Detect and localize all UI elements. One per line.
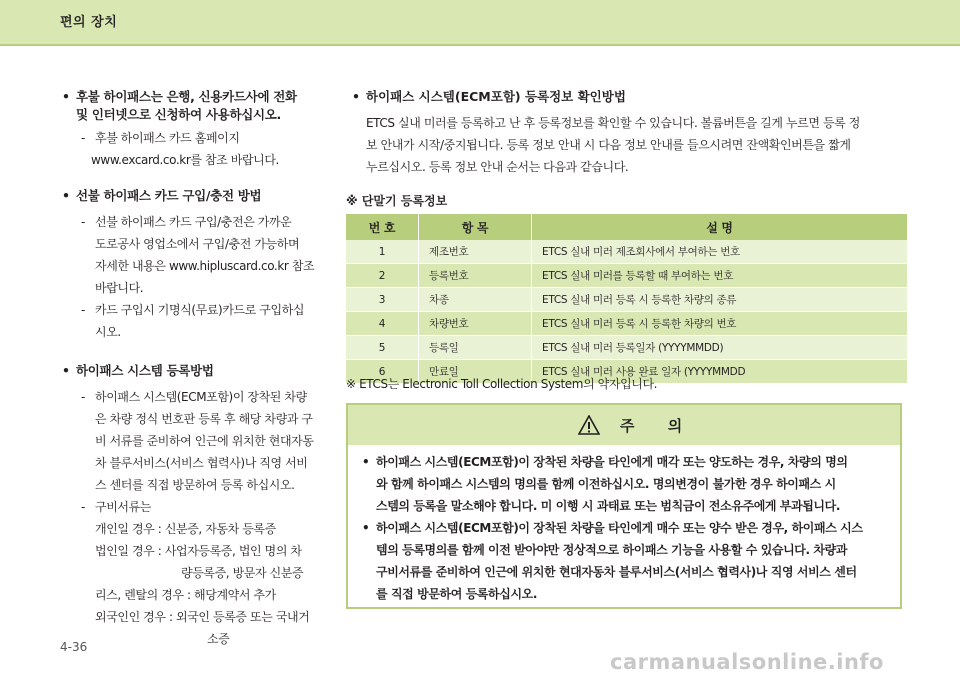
- table-row: [346, 336, 908, 360]
- table-row: [346, 312, 908, 336]
- bullet-postpaid: [62, 88, 330, 124]
- col-header-number: 번 호: [346, 214, 419, 240]
- dash-line: - 구비서류는: [95, 500, 151, 514]
- col-header-description: 설 명: [532, 214, 908, 240]
- header-bar: [0, 0, 960, 46]
- dash-line: 바랍니다.: [95, 281, 144, 295]
- dash-line: 은 차량 정식 번호판 등록 후 해당 차량과 구: [95, 412, 313, 426]
- dash-line: - 후불 하이패스 카드 홈페이지: [95, 131, 240, 145]
- dash-item: [62, 127, 330, 171]
- table-row: [346, 288, 908, 312]
- cell-number: 2: [346, 264, 419, 288]
- warning-triangle-icon: [578, 415, 600, 439]
- bullet-title-line: • 후불 하이패스는 은행, 신용카드사에 전화: [76, 89, 297, 104]
- cell-number: 5: [346, 336, 419, 360]
- dash-item: [62, 386, 330, 496]
- cell-item: 제조번호: [419, 240, 532, 264]
- caution-line: 스템의 등록을 말소해야 합니다. 미 이행 시 과태료 또는 범칙금이 전소유주에게 부과됩니다.: [376, 499, 840, 513]
- cell-number: 4: [346, 312, 419, 336]
- cell-item: 차량번호: [419, 312, 532, 336]
- dash-item: [62, 211, 330, 299]
- caution-line: • 하이패스 시스템(ECM포함)이 장착된 차량을 타인에게 매각 또는 양도하는 경우, 차량의 명의: [376, 455, 848, 469]
- cell-number: 1: [346, 240, 419, 264]
- cell-description: ETCS 실내 미러 사용 완료 일자 (YYYYMMDD: [532, 360, 908, 384]
- left-column: [62, 88, 330, 650]
- dash-line: 도로공사 영업소에서 구입/충전 가능하며: [95, 237, 300, 251]
- registration-info-text: [352, 112, 908, 178]
- dash-line: - 선불 하이패스 카드 구입/충전은 가까운: [95, 215, 292, 229]
- dash-line: www.excard.co.kr를 참조 바랍니다.: [91, 153, 279, 167]
- dash-line: 스 센터를 직접 방문하여 등록 하십시오.: [95, 478, 295, 492]
- bullet-prepaid: [62, 187, 330, 205]
- caution-body: [348, 445, 900, 605]
- dash-item: [62, 496, 330, 518]
- text-line: 보 안내가 시작/중지됩니다. 등록 정보 안내 시 다음 정보 안내를 들으시려면 잔액확인버튼을 짧게: [366, 138, 851, 152]
- etcs-footnote: ※ ETCS는 Electronic Toll Collection System의 약자입니다.: [346, 377, 658, 391]
- terminal-info-table: [346, 214, 908, 384]
- caution-header: [348, 405, 900, 445]
- bullet-title-line: • 선불 하이패스 카드 구입/충전 방법: [76, 188, 262, 203]
- right-column: [352, 88, 908, 178]
- caution-line: 구비서류를 준비하여 인근에 위치한 현대자동차 블루서비스(서비스 협력사)나 직영 서비스 센터: [376, 565, 857, 579]
- cell-number: 6: [346, 360, 419, 384]
- cell-item: 차종: [419, 288, 532, 312]
- dash-item: [62, 299, 330, 343]
- caution-title: 주 의: [620, 417, 697, 435]
- table-row: [346, 240, 908, 264]
- caution-line: 를 직접 방문하여 등록하십시오.: [376, 587, 537, 601]
- document-line: 소증: [207, 632, 230, 646]
- cell-item: 등록일: [419, 336, 532, 360]
- dash-line: 차 블루서비스(서비스 협력사)나 직영 서비: [95, 456, 308, 470]
- document-line: 법인일 경우 : 사업자등록증, 법인 명의 차: [95, 544, 302, 558]
- header-rule: [0, 44, 960, 46]
- dash-line: 시오.: [95, 325, 121, 339]
- document-line: 개인일 경우 : 신분증, 자동차 등록증: [95, 522, 276, 536]
- col-header-item: 항 목: [419, 214, 532, 240]
- cell-item: 만료일: [419, 360, 532, 384]
- bullet-title-line: 및 인터넷으로 신청하여 사용하십시오.: [76, 107, 282, 122]
- document-line: 외국인인 경우 : 외국인 등록증 또는 국내거: [95, 610, 310, 624]
- caution-line: 템의 등록명의를 함께 이전 받아야만 정상적으로 하이패스 기능을 사용할 수 있습니다. 차량과: [376, 543, 848, 557]
- watermark: carmanualsonline.info: [610, 650, 884, 674]
- caution-line: • 하이패스 시스템(ECM포함)이 장착된 차량을 타인에게 매수 또는 양수 받은 경우, 하이패스 시스: [376, 521, 863, 535]
- caution-item: [362, 517, 886, 605]
- dash-line: - 하이패스 시스템(ECM포함)이 장착된 차량: [95, 390, 307, 404]
- document-line: 량등록증, 방문자 신분증: [181, 566, 304, 580]
- cell-description: ETCS 실내 미러 등록 시 등록한 차량의 종류: [532, 288, 908, 312]
- caution-box: [346, 403, 902, 609]
- text-line: ETCS 실내 미러를 등록하고 난 후 등록정보를 확인할 수 있습니다. 볼륨버튼을 길게 누르면 등록 정: [366, 116, 860, 130]
- registration-info-title: • 하이패스 시스템(ECM포함) 등록정보 확인방법: [352, 88, 908, 106]
- text-line: 누르십시오. 등록 정보 안내 순서는 다음과 같습니다.: [366, 160, 629, 174]
- dash-line: 자세한 내용은 www.hipluscard.co.kr 참조: [95, 259, 315, 273]
- table-heading: ※ 단말기 등록정보: [346, 194, 448, 208]
- cell-number: 3: [346, 288, 419, 312]
- table-header-row: [346, 214, 908, 240]
- dash-line: - 카드 구입시 기명식(무료)카드로 구입하십: [95, 303, 305, 317]
- cell-description: ETCS 실내 미러 등록 시 등록한 차량의 번호: [532, 312, 908, 336]
- bullet-registration: [62, 362, 330, 380]
- page-number: 4-36: [60, 640, 88, 654]
- document-list: [62, 518, 330, 650]
- section-title: 편의 장치: [60, 15, 118, 30]
- cell-item: 등록번호: [419, 264, 532, 288]
- cell-description: ETCS 실내 미러 제조회사에서 부여하는 번호: [532, 240, 908, 264]
- caution-line: 와 함께 하이패스 시스템의 명의를 함께 이전하십시오. 명의변경이 불가한 경우 하이패스 시: [376, 477, 836, 491]
- bullet-title-line: • 하이패스 시스템 등록방법: [76, 363, 214, 378]
- caution-item: [362, 451, 886, 517]
- cell-description: ETCS 실내 미러를 등록할 때 부여하는 번호: [532, 264, 908, 288]
- document-line: 리스, 렌탈의 경우 : 해당계약서 추가: [95, 588, 276, 602]
- dash-line: 비 서류를 준비하여 인근에 위치한 현대자동: [95, 434, 314, 448]
- table-row: [346, 264, 908, 288]
- cell-description: ETCS 실내 미러 등록일자 (YYYYMMDD): [532, 336, 908, 360]
